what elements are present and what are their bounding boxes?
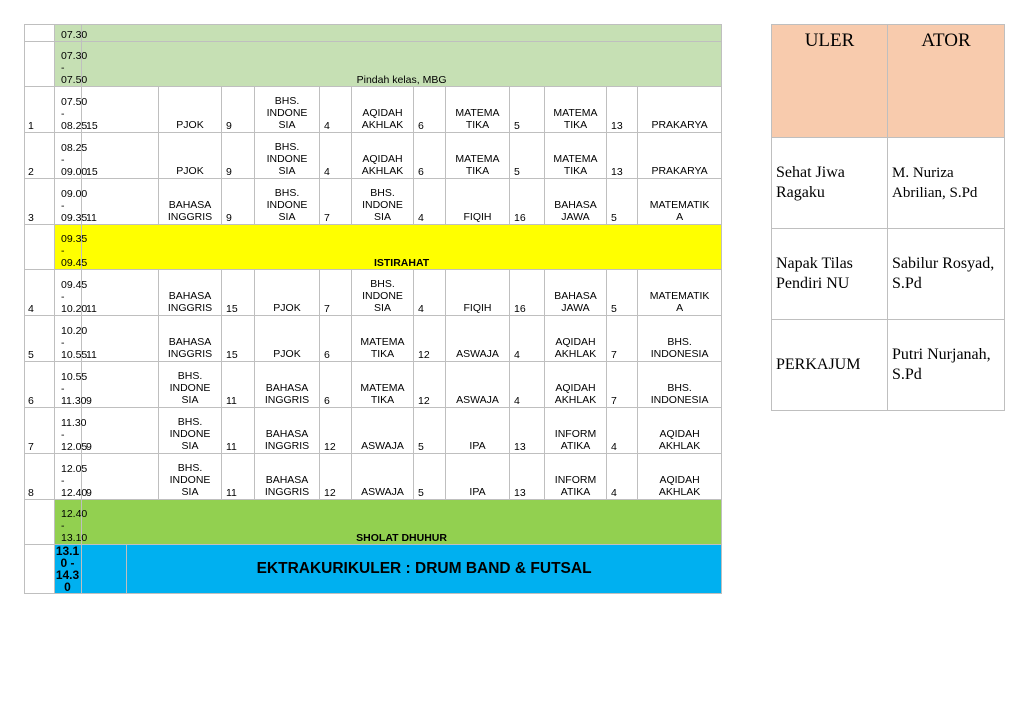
- subject-name: PRAKARYA: [638, 87, 722, 133]
- subject-name: INFORM ATIKA: [545, 408, 607, 454]
- teacher-code: 5: [607, 270, 638, 316]
- time-slot: 09.00 - 09.35: [55, 179, 82, 225]
- lesson-number: [25, 500, 55, 545]
- table-row: [25, 225, 722, 270]
- activity-name: Napak Tilas Pendiri NU: [772, 229, 888, 320]
- subject-name: MATEMA TIKA: [545, 133, 607, 179]
- teacher-code: 4: [510, 362, 545, 408]
- teacher-code: 6: [414, 133, 446, 179]
- subject-name: INFORM ATIKA: [545, 454, 607, 500]
- subject-name: ASWAJA: [446, 362, 510, 408]
- break-label: ISTIRAHAT: [82, 225, 722, 270]
- subject-name: MATEMA TIKA: [446, 87, 510, 133]
- subject-name: AQIDAH AKHLAK: [352, 133, 414, 179]
- ekstra-label: EKTRAKURIKULER : DRUM BAND & FUTSAL: [127, 545, 722, 594]
- table-row: [25, 25, 722, 42]
- teacher-code: 7: [607, 316, 638, 362]
- teacher-code: 11: [82, 316, 159, 362]
- teacher-code: 5: [414, 408, 446, 454]
- table-row: [25, 87, 722, 133]
- table-row: [772, 320, 1005, 411]
- teacher-code: 11: [82, 270, 159, 316]
- teacher-code: 13: [510, 408, 545, 454]
- spacer-cell: [82, 545, 127, 594]
- subject-name: FIQIH: [446, 179, 510, 225]
- subject-name: BHS. INDONESIA: [638, 316, 722, 362]
- table-row: [25, 270, 722, 316]
- subject-name: AQIDAH AKHLAK: [638, 454, 722, 500]
- teacher-code: 6: [320, 316, 352, 362]
- subject-name: BHS. INDONE SIA: [255, 87, 320, 133]
- subject-name: FIQIH: [446, 270, 510, 316]
- teacher-code: 11: [222, 362, 255, 408]
- teacher-code: 9: [82, 454, 159, 500]
- teacher-code: 5: [607, 179, 638, 225]
- subject-name: BHS. INDONE SIA: [352, 270, 414, 316]
- teacher-code: 15: [222, 270, 255, 316]
- lesson-number: [25, 25, 55, 42]
- subject-name: MATEMA TIKA: [446, 133, 510, 179]
- teacher-code: 4: [414, 270, 446, 316]
- teacher-name: Putri Nurjanah, S.Pd: [888, 320, 1005, 411]
- teacher-code: 15: [82, 87, 159, 133]
- time-slot: 11.30 - 12.05: [55, 408, 82, 454]
- subject-name: PJOK: [255, 270, 320, 316]
- lesson-number: 4: [25, 270, 55, 316]
- table-row: [25, 408, 722, 454]
- teacher-code: 4: [320, 133, 352, 179]
- teacher-code: 11: [222, 408, 255, 454]
- teacher-code: 5: [510, 87, 545, 133]
- activity-name: Sehat Jiwa Ragaku: [772, 138, 888, 229]
- teacher-code: 9: [222, 179, 255, 225]
- subject-name: BAHASA INGGRIS: [159, 316, 222, 362]
- subject-name: BAHASA INGGRIS: [159, 270, 222, 316]
- schedule-table: [24, 24, 722, 594]
- teacher-code: 4: [607, 454, 638, 500]
- subject-name: MATEMA TIKA: [352, 316, 414, 362]
- subject-name: AQIDAH AKHLAK: [545, 362, 607, 408]
- teacher-code: 7: [320, 270, 352, 316]
- subject-name: BHS. INDONESIA: [638, 362, 722, 408]
- teacher-code: 7: [607, 362, 638, 408]
- lesson-number: 7: [25, 408, 55, 454]
- time-slot: 13.1 0 - 14.3 0: [55, 545, 82, 594]
- subject-name: ASWAJA: [446, 316, 510, 362]
- subject-name: BHS. INDONE SIA: [159, 408, 222, 454]
- teacher-code: 16: [510, 179, 545, 225]
- subject-name: ASWAJA: [352, 454, 414, 500]
- table-row: [772, 229, 1005, 320]
- teacher-code: 12: [320, 408, 352, 454]
- teacher-code: 9: [222, 133, 255, 179]
- time-slot: 08.25 - 09.00: [55, 133, 82, 179]
- extracurricular-header-row: [772, 25, 1005, 138]
- subject-name: BHS. INDONE SIA: [255, 179, 320, 225]
- subject-name: AQIDAH AKHLAK: [352, 87, 414, 133]
- subject-name: BAHASA INGGRIS: [255, 454, 320, 500]
- subject-name: PJOK: [159, 133, 222, 179]
- lesson-number: [25, 42, 55, 87]
- table-row: [25, 179, 722, 225]
- time-slot: 07.50 - 08.25: [55, 87, 82, 133]
- time-slot: 09.35 - 09.45: [55, 225, 82, 270]
- break-label: Pindah kelas, MBG: [82, 42, 722, 87]
- table-row: [772, 138, 1005, 229]
- subject-name: BAHASA INGGRIS: [255, 408, 320, 454]
- table-row: [25, 362, 722, 408]
- header-cell: ULER: [772, 25, 888, 138]
- table-row: [25, 545, 722, 594]
- teacher-code: 11: [82, 179, 159, 225]
- teacher-code: 15: [222, 316, 255, 362]
- subject-name: BHS. INDONE SIA: [352, 179, 414, 225]
- lesson-number: 1: [25, 87, 55, 133]
- subject-name: IPA: [446, 408, 510, 454]
- teacher-code: 4: [414, 179, 446, 225]
- lesson-number: 6: [25, 362, 55, 408]
- teacher-code: 16: [510, 270, 545, 316]
- table-row: [25, 133, 722, 179]
- subject-name: BAHASA JAWA: [545, 270, 607, 316]
- table-row: [25, 500, 722, 545]
- subject-name: AQIDAH AKHLAK: [638, 408, 722, 454]
- table-row: [25, 42, 722, 87]
- subject-name: PJOK: [159, 87, 222, 133]
- teacher-code: 9: [82, 408, 159, 454]
- teacher-code: 12: [414, 316, 446, 362]
- break-label: [82, 25, 722, 42]
- teacher-code: 7: [320, 179, 352, 225]
- time-slot: 10.20 - 10.55: [55, 316, 82, 362]
- subject-name: BAHASA JAWA: [545, 179, 607, 225]
- teacher-code: 15: [82, 133, 159, 179]
- subject-name: BAHASA INGGRIS: [159, 179, 222, 225]
- table-row: [25, 316, 722, 362]
- teacher-code: 4: [510, 316, 545, 362]
- teacher-code: 4: [320, 87, 352, 133]
- lesson-number: 3: [25, 179, 55, 225]
- teacher-code: 4: [607, 408, 638, 454]
- time-slot: 07.30 - 07.50: [55, 42, 82, 87]
- time-slot: 12.05 - 12.40: [55, 454, 82, 500]
- teacher-code: 6: [414, 87, 446, 133]
- subject-name: BHS. INDONE SIA: [159, 362, 222, 408]
- teacher-code: 13: [607, 87, 638, 133]
- activity-name: PERKAJUM: [772, 320, 888, 411]
- teacher-code: 6: [320, 362, 352, 408]
- subject-name: ASWAJA: [352, 408, 414, 454]
- teacher-code: 9: [82, 362, 159, 408]
- teacher-code: 13: [607, 133, 638, 179]
- subject-name: MATEMA TIKA: [545, 87, 607, 133]
- break-label: SHOLAT DHUHUR: [82, 500, 722, 545]
- teacher-code: 13: [510, 454, 545, 500]
- teacher-name: M. Nuriza Abrilian, S.Pd: [888, 138, 1005, 229]
- lesson-number: 5: [25, 316, 55, 362]
- lesson-number: 8: [25, 454, 55, 500]
- lesson-number: 2: [25, 133, 55, 179]
- subject-name: PRAKARYA: [638, 133, 722, 179]
- subject-name: MATEMATIK A: [638, 270, 722, 316]
- teacher-code: 5: [510, 133, 545, 179]
- time-slot: 09.45 - 10.20: [55, 270, 82, 316]
- teacher-code: 9: [222, 87, 255, 133]
- teacher-code: 12: [320, 454, 352, 500]
- lesson-number: [25, 545, 55, 594]
- teacher-code: 5: [414, 454, 446, 500]
- subject-name: MATEMA TIKA: [352, 362, 414, 408]
- teacher-code: 11: [222, 454, 255, 500]
- subject-name: MATEMATIK A: [638, 179, 722, 225]
- time-slot: 07.30: [55, 25, 82, 42]
- subject-name: AQIDAH AKHLAK: [545, 316, 607, 362]
- table-row: [25, 454, 722, 500]
- lesson-number: [25, 225, 55, 270]
- subject-name: BAHASA INGGRIS: [255, 362, 320, 408]
- extracurricular-table: [771, 24, 1005, 411]
- teacher-name: Sabilur Rosyad, S.Pd: [888, 229, 1005, 320]
- subject-name: PJOK: [255, 316, 320, 362]
- time-slot: 10.55 - 11.30: [55, 362, 82, 408]
- subject-name: IPA: [446, 454, 510, 500]
- teacher-code: 12: [414, 362, 446, 408]
- subject-name: BHS. INDONE SIA: [255, 133, 320, 179]
- header-cell: ATOR: [888, 25, 1005, 138]
- time-slot: 12.40 - 13.10: [55, 500, 82, 545]
- subject-name: BHS. INDONE SIA: [159, 454, 222, 500]
